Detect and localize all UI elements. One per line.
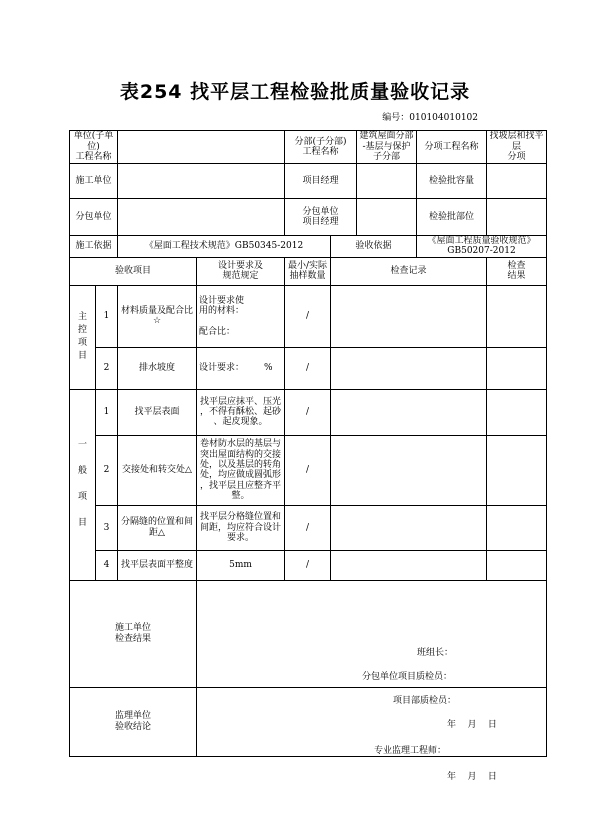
inspection-record-table	[69, 130, 547, 782]
check-record-field[interactable]	[331, 435, 487, 505]
inspection-date: 年 月 日	[447, 719, 497, 730]
table-row	[70, 505, 547, 550]
supervision-date: 年 月 日	[447, 771, 497, 782]
construction-basis-value: 《屋面工程技术规范》GB50345-2012	[118, 236, 331, 258]
main-control-group-label: 主 控 项 目	[70, 285, 96, 389]
design-requirement: 设计要求： %	[197, 347, 285, 389]
check-record-field[interactable]	[331, 505, 487, 550]
item-number: 1	[96, 285, 118, 347]
check-result-field[interactable]	[487, 285, 547, 347]
sample-count: /	[285, 505, 331, 550]
subcontractor-label: 分包单位	[70, 199, 118, 236]
subdivision-name-label: 分部(子分部) 工程名称	[285, 131, 357, 164]
check-record-field[interactable]	[331, 347, 487, 389]
acceptance-basis-label: 验收依据	[331, 236, 417, 258]
item-name: 交接处和转交处△	[118, 435, 197, 505]
project-manager-field[interactable]	[357, 164, 417, 199]
col-design-header: 设计要求及 规范规定	[197, 257, 285, 285]
check-result-field[interactable]	[487, 550, 547, 580]
sample-count: /	[285, 285, 331, 347]
subdivision-name-value: 建筑屋面分部 -基层与保护子分部	[357, 131, 417, 164]
sub-inspector-label: 分包单位项目质检员：	[362, 671, 453, 682]
table-row	[70, 550, 547, 580]
batch-location-label: 检验批部位	[417, 199, 487, 236]
item-name: 分隔缝的位置和间 距△	[118, 505, 197, 550]
supervision-label: 监理单位 验收结论	[70, 687, 197, 756]
project-inspector-label: 项目部质检员：	[393, 695, 457, 706]
item-name: 找平层表面	[118, 389, 197, 435]
table-row	[70, 435, 547, 505]
check-record-field[interactable]	[331, 550, 487, 580]
design-requirement: 找平层分格缝位置和 间距，均应符合设计 要求。	[197, 505, 285, 550]
sample-count: /	[285, 347, 331, 389]
constructor-label: 施工单位	[70, 164, 118, 199]
constructor-field[interactable]	[118, 164, 285, 199]
sub-project-manager-field[interactable]	[357, 199, 417, 236]
check-record-field[interactable]	[331, 285, 487, 347]
unit-name-label: 单位(子单位) 工程名称	[70, 131, 118, 164]
item-number: 4	[96, 550, 118, 580]
unit-name-field[interactable]	[118, 131, 285, 164]
item-name: 找平层表面平整度	[118, 550, 197, 580]
item-name: 材料质量及配合比 ☆	[118, 285, 197, 347]
construction-inspection-label: 施工单位 检查结果	[70, 580, 197, 687]
col-result-header: 检查 结果	[487, 257, 547, 285]
design-requirement: 卷材防水层的基层与 突出屋面结构的交接 处，以及基层的转角 处，均应做成圆弧形 ，找平层且应整齐平 整。	[197, 435, 285, 505]
item-name: 排水坡度	[118, 347, 197, 389]
design-requirement: 找平层应抹平、压光 ，不得有酥松、起砂 、起皮现象。	[197, 389, 285, 435]
design-requirement: 设计要求使 用的材料： 配合比：	[197, 285, 285, 347]
construction-basis-label: 施工依据	[70, 236, 118, 258]
check-record-field[interactable]	[331, 389, 487, 435]
col-record-header: 检查记录	[331, 257, 487, 285]
item-number: 2	[96, 435, 118, 505]
sub-project-manager-label: 分包单位 项目经理	[285, 199, 357, 236]
col-sample-header: 最小/实际 抽样数量	[285, 257, 331, 285]
page-title: 表254 找平层工程检验批质量验收记录	[119, 81, 471, 103]
batch-location-field[interactable]	[487, 199, 547, 236]
serial-number: 编号：010104010102	[382, 113, 478, 123]
item-number: 2	[96, 347, 118, 389]
check-result-field[interactable]	[487, 505, 547, 550]
team-leader-label: 班组长：	[417, 647, 454, 658]
batch-capacity-field[interactable]	[487, 164, 547, 199]
acceptance-basis-value: 《屋面工程质量验收规范》 GB50207-2012	[417, 236, 547, 258]
table-row	[70, 389, 547, 435]
table-row	[70, 285, 547, 347]
check-result-field[interactable]	[487, 389, 547, 435]
item-number: 1	[96, 389, 118, 435]
project-manager-label: 项目经理	[285, 164, 357, 199]
construction-inspection-area[interactable]	[197, 580, 547, 730]
col-item-header: 验收项目	[70, 257, 197, 285]
design-requirement: 5mm	[197, 550, 285, 580]
check-result-field[interactable]	[487, 435, 547, 505]
batch-capacity-label: 检验批容量	[417, 164, 487, 199]
subcontractor-field[interactable]	[118, 199, 285, 236]
table-row	[70, 347, 547, 389]
sample-count: /	[285, 550, 331, 580]
check-result-field[interactable]	[487, 347, 547, 389]
item-number: 3	[96, 505, 118, 550]
item-name-label: 分项工程名称	[417, 131, 487, 164]
supervising-engineer-label: 专业监理工程师：	[374, 745, 447, 756]
sample-count: /	[285, 435, 331, 505]
general-group-label: 一 般 项 目	[70, 389, 96, 580]
item-name-value: 找坡层和找平层 分项	[487, 131, 547, 164]
sample-count: /	[285, 389, 331, 435]
